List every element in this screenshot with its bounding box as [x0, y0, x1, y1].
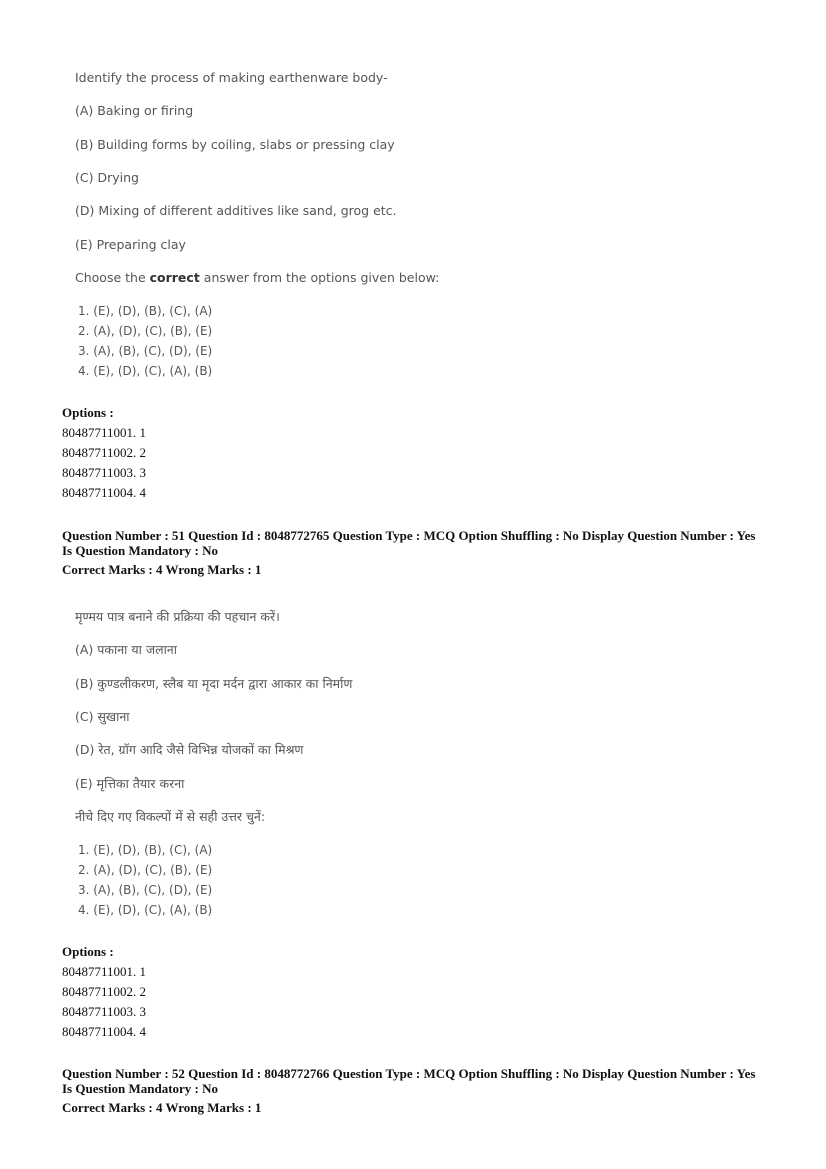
answer-sequence-2: 2. (A), (D), (C), (B), (E): [78, 863, 213, 877]
answer-sequence-3: 3. (A), (B), (C), (D), (E): [78, 883, 213, 897]
answer-sequence-1: 1. (E), (D), (B), (C), (A): [78, 304, 213, 318]
question-stem: मृण्मय पात्र बनाने की प्रक्रिया की पहचान करें।: [75, 609, 280, 624]
question-stem: Identify the process of making earthenware body-: [75, 70, 388, 85]
option-row: 80487711004. 4: [62, 1024, 147, 1039]
options-label: Options :: [62, 944, 114, 959]
choose-instruction: Choose the correct answer from the options given below:: [75, 270, 440, 285]
answer-sequence-4: 4. (E), (D), (C), (A), (B): [78, 903, 213, 917]
statement-b: (B) Building forms by coiling, slabs or pressing clay: [75, 137, 395, 152]
options-label: Options :: [62, 405, 114, 420]
question-marks: Correct Marks : 4 Wrong Marks : 1: [62, 1100, 262, 1115]
option-row: 80487711002. 2: [62, 445, 147, 460]
option-row: 80487711002. 2: [62, 984, 147, 999]
question-marks: Correct Marks : 4 Wrong Marks : 1: [62, 562, 262, 577]
question-mandatory: Is Question Mandatory : No: [62, 1081, 219, 1096]
answer-sequence-1: 1. (E), (D), (B), (C), (A): [78, 843, 213, 857]
statement-e: (E) मृत्तिका तैयार करना: [75, 776, 185, 791]
answer-sequence-4: 4. (E), (D), (C), (A), (B): [78, 364, 213, 378]
statement-c: (C) Drying: [75, 170, 139, 185]
statement-a: (A) पकाना या जलाना: [75, 642, 177, 657]
statement-c: (C) सुखाना: [75, 709, 130, 724]
option-row: 80487711003. 3: [62, 1004, 147, 1019]
choose-instruction: नीचे दिए गए विकल्पों में से सही उत्तर चुनें:: [75, 809, 266, 824]
option-row: 80487711001. 1: [62, 964, 147, 979]
question-mandatory: Is Question Mandatory : No: [62, 543, 219, 558]
option-row: 80487711001. 1: [62, 425, 147, 440]
option-row: 80487711004. 4: [62, 485, 147, 500]
statement-d: (D) Mixing of different additives like sand, grog etc.: [75, 203, 397, 218]
question-header: Question Number : 52 Question Id : 8048772766 Question Type : MCQ Option Shuffling : No Display Question Number : Yes: [62, 1066, 756, 1081]
statement-a: (A) Baking or firing: [75, 103, 194, 118]
option-row: 80487711003. 3: [62, 465, 147, 480]
statement-d: (D) रेत, ग्रॉग आदि जैसे विभिन्न योजकों का मिश्रण: [75, 742, 304, 757]
statement-e: (E) Preparing clay: [75, 237, 186, 252]
answer-sequence-2: 2. (A), (D), (C), (B), (E): [78, 324, 213, 338]
question-header: Question Number : 51 Question Id : 8048772765 Question Type : MCQ Option Shuffling : No Display Question Number : Yes: [62, 528, 756, 543]
statement-b: (B) कुण्डलीकरण, स्लैब या मृदा मर्दन द्वारा आकार का निर्माण: [75, 676, 353, 691]
answer-sequence-3: 3. (A), (B), (C), (D), (E): [78, 344, 213, 358]
